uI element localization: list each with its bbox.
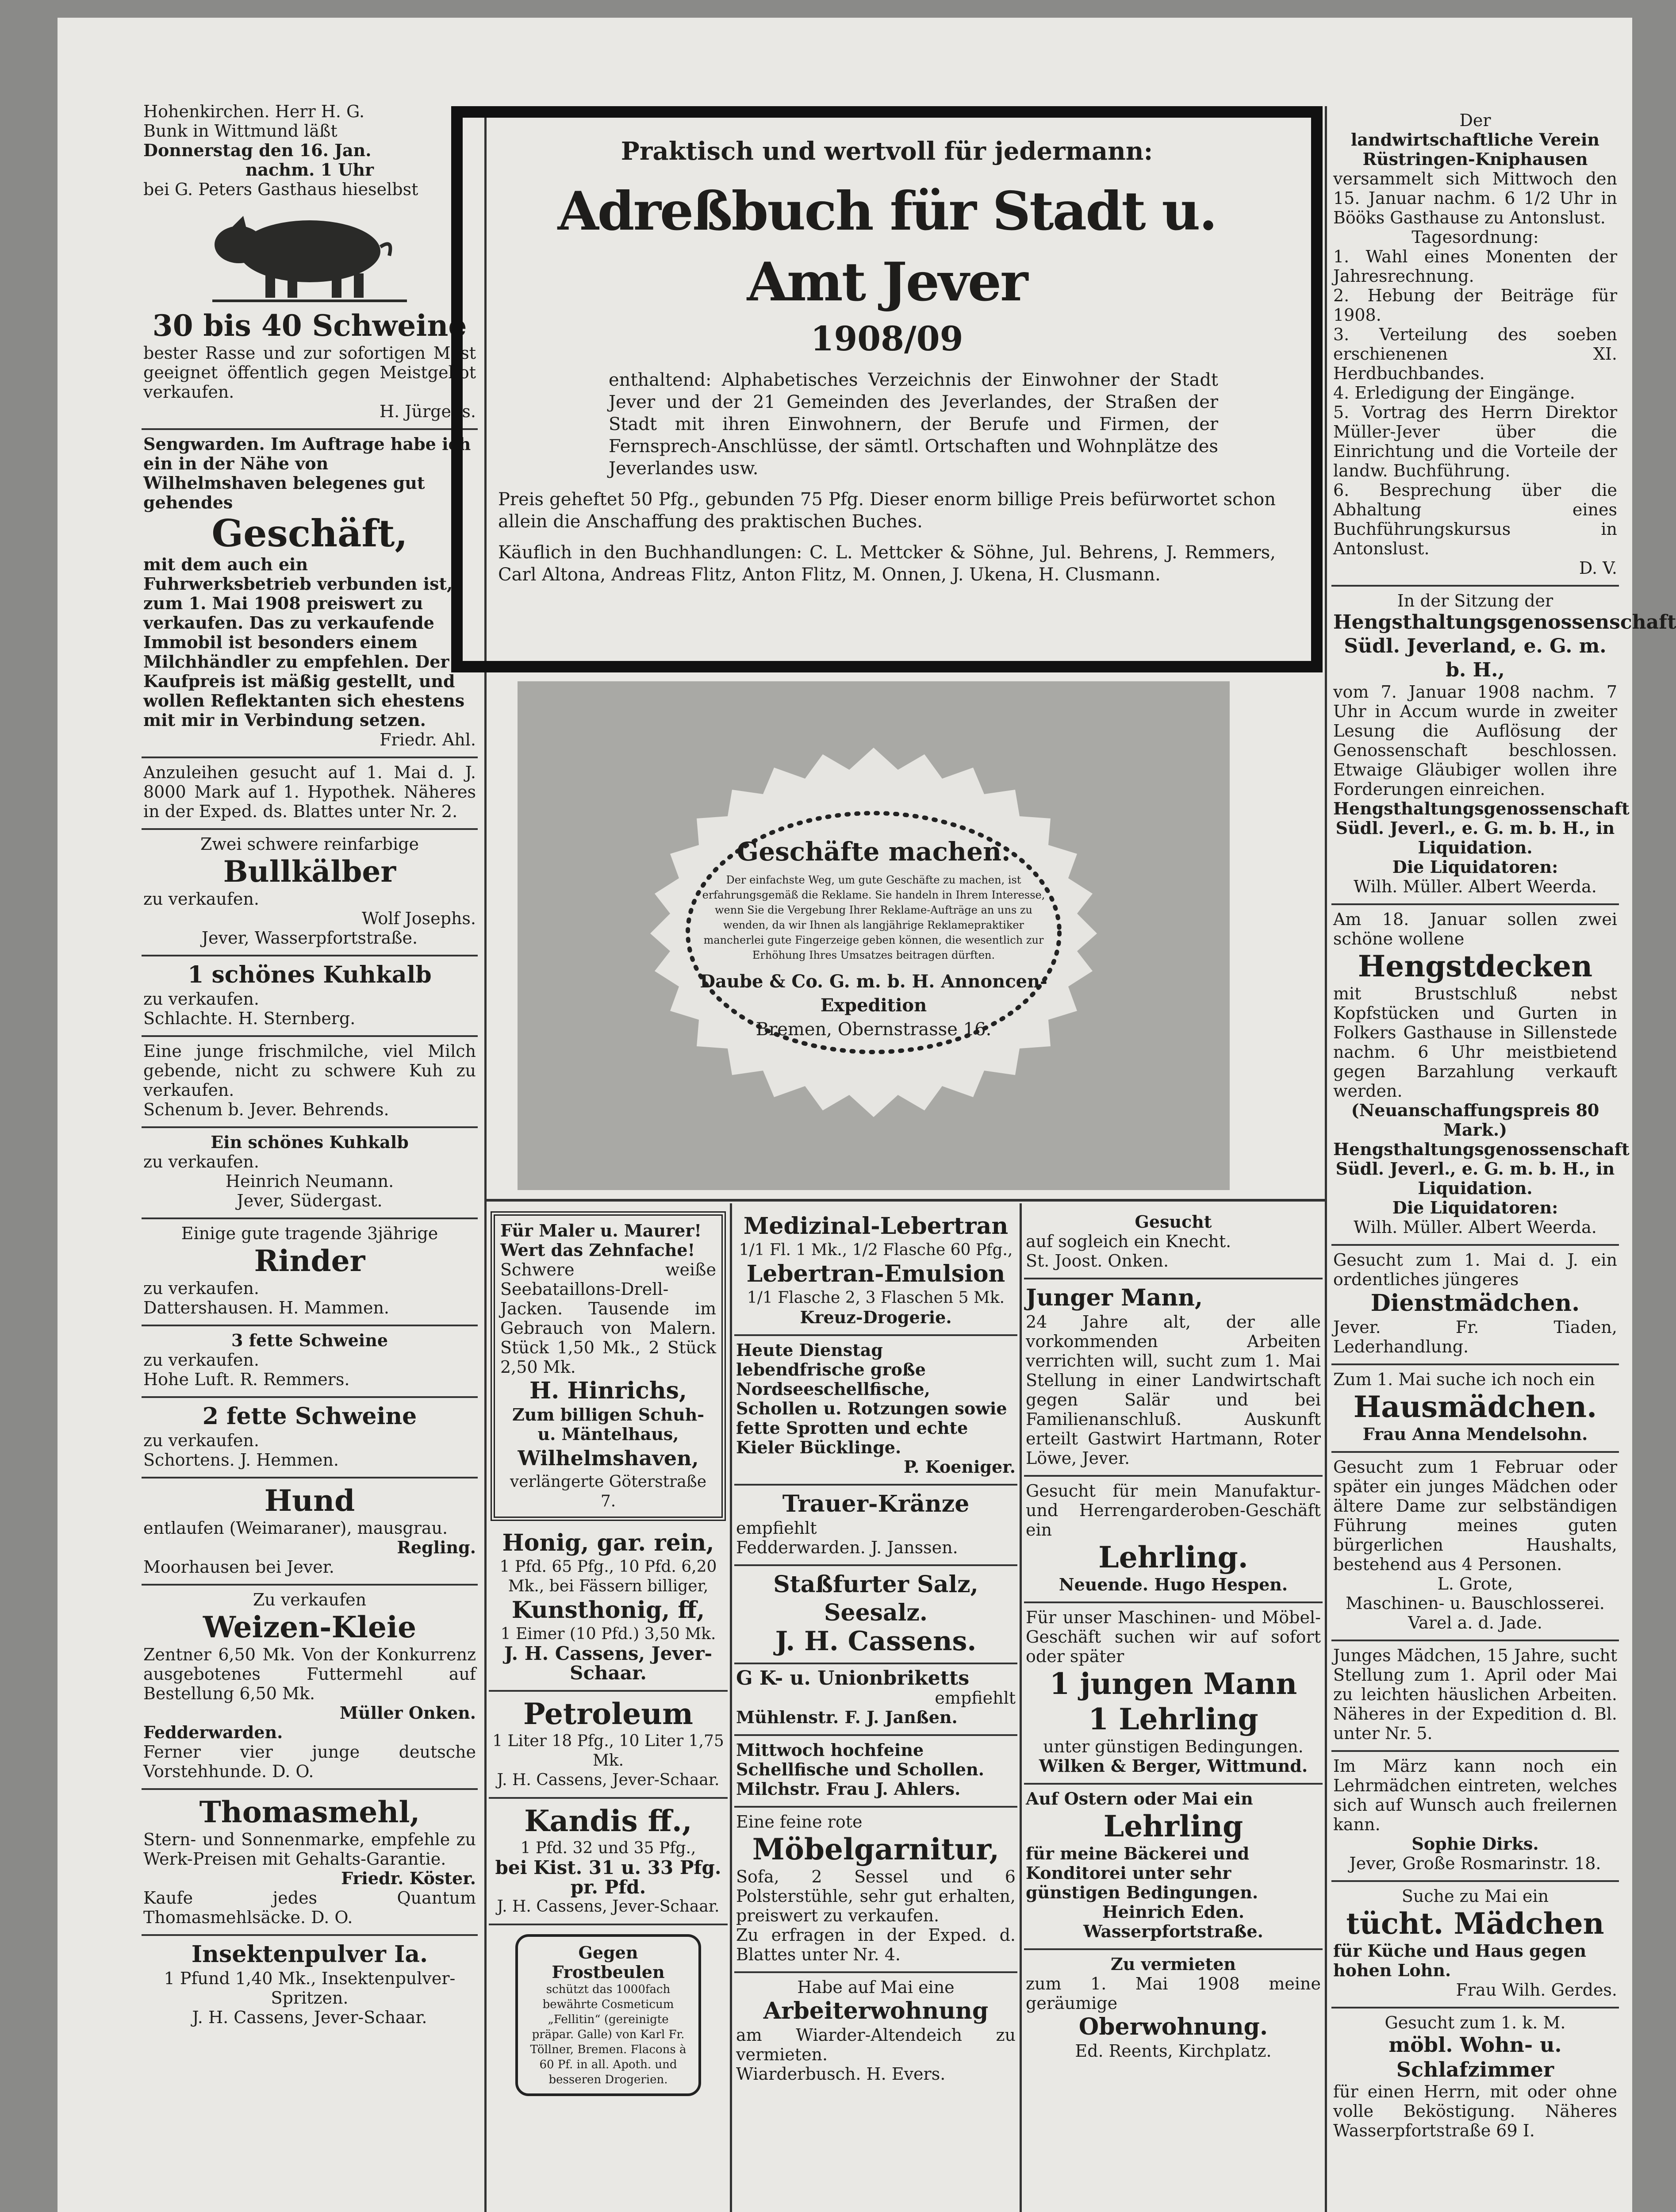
agenda-item: 1. Wahl eines Monenten der Jahresrechnung. xyxy=(1333,247,1617,286)
ad-body: zu verkaufen. xyxy=(143,1279,259,1298)
ad-address: verlängerte Göterstraße 7. xyxy=(510,1473,707,1510)
ad-headline: Arbeiterwohnung xyxy=(763,1997,989,2024)
ad-body: zu verkaufen. xyxy=(143,1431,259,1450)
mid-column-1 xyxy=(489,1208,728,2105)
ad-stallion-coop xyxy=(1331,587,1676,905)
ad-apprentice-1 xyxy=(1024,1477,1323,1603)
ad-furniture xyxy=(734,1808,1017,1973)
ad-signature: Hohe Luft. R. Remmers. xyxy=(143,1370,350,1389)
ad-line: Wert das Zehnfache! xyxy=(500,1240,695,1260)
ad-signature: Heinrich Neumann. xyxy=(225,1171,394,1191)
ad-body: 1 Eimer (10 Pfd.) 3,50 Mk. xyxy=(500,1625,716,1643)
ad-body: Suche zu Mai ein xyxy=(1401,1886,1549,1906)
ad-body: Der einfachste Weg, um gute Geschäfte zu machen, ist erfahrungsgemäß die Reklame. Sie handeln in Ihrem Interesse, wenn Sie die Vergebung Ihrer Reklame-Aufträge an uns zu wenden, da wir Ihnen als langjährige Reklamepraktiker mancherlei gute Fingerzeige geben können, die wesentlich zur Erhöhung Ihres Umsatzes beitragen dürften. xyxy=(702,874,1045,961)
ad-title: Adreßbuch für Stadt u. Amt Jever xyxy=(557,180,1216,313)
adressbuch-ad xyxy=(451,106,1323,672)
left-column xyxy=(142,97,478,2034)
ad-headline: Möbelgarnitur, xyxy=(752,1832,1000,1866)
ad-signature: Zu erfragen in der Exped. d. Blattes unter Nr. 4. xyxy=(736,1925,1016,1964)
ad-headline: 1 jungen Mann xyxy=(1049,1667,1297,1701)
ad-body: Eine feine rote xyxy=(736,1812,863,1832)
ad-kandis xyxy=(489,1799,728,1925)
ad-honey xyxy=(489,1525,728,1692)
ad-headline: Gesucht xyxy=(1135,1212,1212,1232)
ad-signature: J. H. Cassens, Jever-Schaar. xyxy=(497,1771,720,1789)
ad-furnished-room xyxy=(1331,2008,1619,2147)
ad-signature: H. Jürgens. xyxy=(379,402,476,421)
ad-signature: L. Grote, xyxy=(1437,1574,1513,1594)
ad-headline: Ein schönes Kuhkalb xyxy=(211,1132,409,1152)
ad-housemaid xyxy=(1331,1365,1619,1453)
ad-kicker: Praktisch und wertvoll für jedermann: xyxy=(621,137,1153,166)
ad-signature: Fedderwarden. J. Janssen. xyxy=(736,1538,958,1557)
ad-maid-1 xyxy=(1331,1246,1619,1365)
ad-loan xyxy=(142,758,478,830)
ad-body: Gesucht zum 1. Mai d. J. ein ordentliches jüngeres xyxy=(1333,1250,1617,1289)
ad-headline: Trauer-Kränze xyxy=(782,1490,970,1517)
ad-body: zum 1. Mai 1908 meine geräumige xyxy=(1026,1974,1321,2013)
ad-headline: Honig, gar. rein, xyxy=(502,1529,714,1556)
ad-headline: Hengstdecken xyxy=(1358,949,1593,983)
ad-address: Jever, Südergast. xyxy=(237,1191,383,1210)
ad-upper-flat xyxy=(1024,1950,1323,2068)
ad-frostbeulen xyxy=(515,1934,701,2096)
ad-headline: Rinder xyxy=(254,1244,365,1278)
ad-headline: 1 Lehrling xyxy=(1088,1702,1258,1736)
ad-description: enthaltend: Alphabetisches Verzeichnis der Einwohner der Stadt Jever und der 21 Gemeinden des Jeverlandes, der Straßen der Stadt mit ihren Einwohnern, der Berufe und Firmen, der Fernsprech-Anschlüsse, der sämtl. Ortschaften und Wohnplätze des Jeverlandes usw. xyxy=(609,370,1218,479)
ad-headline: Insektenpulver Ia. xyxy=(191,1941,428,1968)
ad-headline: 2 fette Schweine xyxy=(202,1403,417,1430)
ad-signature: Jever. Fr. Tiaden, Lederhandlung. xyxy=(1333,1317,1617,1356)
ad-lebertran xyxy=(734,1208,1017,1336)
ad-body: Sofa, 2 Sessel und 6 Polsterstühle, sehr gut erhalten, preiswert zu verkaufen. xyxy=(736,1867,1016,1925)
ad-farmhand xyxy=(1024,1208,1323,1279)
ad-signature: Wiarderbusch. H. Evers. xyxy=(736,2064,946,2084)
ad-headline: 3 fette Schweine xyxy=(231,1330,388,1350)
pig-icon xyxy=(212,203,407,304)
ad-address: Jever, Wasserpfortstraße. xyxy=(201,928,418,948)
ad-headline: Kunsthonig, ff, xyxy=(511,1597,705,1624)
ad-body: zu verkaufen. xyxy=(143,889,259,909)
ad-signature: Wilken & Berger, Wittmund. xyxy=(1039,1756,1308,1776)
ad-firm: Daube & Co. G. m. b. H. Annoncen-Expedition xyxy=(700,971,1047,1016)
ad-line: nachm. 1 Uhr xyxy=(245,160,374,180)
ad-body: 1 Pfd. 32 und 35 Pfg., xyxy=(520,1839,696,1857)
ad-cow-calf xyxy=(142,956,478,1037)
section-rule xyxy=(487,1199,1325,1202)
ad-body: zu verkaufen. xyxy=(143,1152,259,1171)
ad-body: versammelt sich Mittwoch den 15. Januar nachm. 6 1/2 Uhr in Bööks Gasthause zu Antonslust. xyxy=(1333,169,1617,227)
agenda-item: 3. Verteilung des soeben erschienenen XI. Herdbuchbandes. xyxy=(1333,325,1617,383)
ad-signature: Frau Anna Mendelsohn. xyxy=(1362,1424,1588,1444)
ad-body: auf sogleich ein Knecht. xyxy=(1026,1232,1231,1251)
right-column xyxy=(1331,106,1676,2147)
ad-line: Hohenkirchen. Herr H. G. xyxy=(143,102,365,121)
ad-body: empfiehlt xyxy=(935,1688,1016,1708)
ad-farm-association xyxy=(1331,106,1619,587)
ad-milk-cow xyxy=(142,1037,478,1128)
ad-headline: Zu vermieten xyxy=(1110,1954,1236,1974)
ad-signature: J. H. Cassens, Jever-Schaar. xyxy=(504,1643,713,1684)
ad-girl-position xyxy=(1331,1641,1619,1752)
ad-signature: Friedr. Köster. xyxy=(341,1868,476,1888)
ad-body: 1/1 Fl. 1 Mk., 1/2 Flasche 60 Pfg., xyxy=(739,1241,1013,1259)
ad-sub: Hengsthaltungsgenossenschaft Südl. Jeverl., e. G. m. b. H., in Liquidation. xyxy=(1333,1139,1630,1198)
ad-body: entlaufen (Weimaraner), mausgrau. xyxy=(143,1518,448,1538)
ad-address: Maschinen- u. Bauschlosserei. Varel a. d. Jade. xyxy=(1346,1594,1605,1632)
ad-headline: Thomasmehl, xyxy=(199,1795,420,1829)
ad-price: (Neuanschaffungspreis 80 Mark.) xyxy=(1351,1100,1599,1140)
ad-line: Für Maler u. Maurer! xyxy=(500,1221,702,1240)
ad-body: Auf Ostern oder Mai ein xyxy=(1026,1789,1253,1809)
ad-headline: Weizen-Kleie xyxy=(203,1610,417,1644)
ad-line: Der xyxy=(1459,111,1491,130)
ad-headline: Oberwohnung. xyxy=(1078,2013,1268,2040)
ad-headline: Geschäft, xyxy=(211,511,408,555)
ad-petroleum xyxy=(489,1692,728,1799)
ad-headline: Dienstmädchen. xyxy=(1370,1290,1580,1317)
ad-headline: Lebertran-Emulsion xyxy=(746,1260,1005,1287)
ad-body: schützt das 1000fach bewährte Cosmeticum „Fellitin“ (gereinigte präpar. Galle) von Karl Fr. Töllner, Bremen. Flacons à 60 Pf. in all. Apoth. und besseren Drogerien. xyxy=(530,1983,687,2086)
ad-signature: Wolf Josephs. xyxy=(361,909,476,928)
ad-signature: Frau Wilh. Gerdes. xyxy=(1456,1980,1617,2000)
ad-headline: H. Hinrichs, xyxy=(529,1377,687,1404)
ad-body: Gesucht für mein Manufaktur- und Herrengarderoben-Geschäft ein xyxy=(1026,1481,1321,1540)
ad-signature: Dattershausen. H. Mammen. xyxy=(143,1298,390,1317)
ad-line: Donnerstag den 16. Jan. xyxy=(143,140,372,160)
ad-headline: Hausmädchen. xyxy=(1353,1390,1597,1424)
ad-body: Zum 1. Mai suche ich noch ein xyxy=(1333,1370,1595,1389)
ad-year: 1908/09 xyxy=(810,319,963,358)
ad-worker-flat xyxy=(734,1973,1017,2091)
ad-wheat-bran xyxy=(142,1586,478,1790)
ad-body: Gesucht zum 1. k. M. xyxy=(1385,2013,1566,2032)
ad-signature: Regling. xyxy=(397,1537,476,1557)
ad-headline: Gegen Frostbeulen xyxy=(552,1943,665,1982)
ad-body: für einen Herrn, mit oder ohne volle Beköstigung. Näheres Wasserpfortstraße 69 I. xyxy=(1333,2082,1617,2140)
ad-signature: St. Joost. Onken. xyxy=(1026,1251,1169,1271)
ad-address: Moorhausen bei Jever. xyxy=(143,1557,334,1577)
image-ad-text xyxy=(694,836,1053,1041)
ad-signature: D. V. xyxy=(1579,558,1617,578)
ad-headline: Bullkälber xyxy=(223,854,396,889)
ad-young-girl xyxy=(1331,1453,1619,1641)
ad-price: Preis geheftet 50 Pfg., gebunden 75 Pfg. Dieser enorm billige Preis befürwortet schon allein die Anschaffung des praktischen Buches. xyxy=(498,489,1276,532)
ad-body: zu verkaufen. xyxy=(143,989,259,1009)
ad-body: 1 Liter 18 Pfg., 10 Liter 1,75 Mk. xyxy=(492,1732,724,1770)
ad-body: Heute Dienstag lebendfrische große Nordseeschellfische, Schollen u. Rotzungen sowie fette Sprotten und echte Kieler Bücklinge. xyxy=(736,1340,1007,1457)
ad-headline: G K- u. Unionbriketts xyxy=(736,1667,970,1690)
ad-body: Sengwarden. Im Auftrage habe ich ein in der Nähe von Wilhelmshaven belegenes gut gehendes xyxy=(143,434,471,512)
ad-young-man xyxy=(1024,1279,1323,1477)
ad-body: Einige gute tragende 3jährige xyxy=(181,1224,438,1243)
ad-body: Ferner vier junge deutsche Vorstehhunde. D. O. xyxy=(143,1742,476,1781)
ad-body: Gesucht zum 1 Februar oder später ein junges Mädchen oder ältere Dame zur selbständigen Führung meines guten bürgerlichen Haushalts, bestehend aus 4 Personen. xyxy=(1333,1457,1617,1574)
ad-body: 1 Pfd. 65 Pfg., 10 Pfd. 6,20 Mk., bei Fässern billiger, xyxy=(499,1558,717,1595)
column-rule xyxy=(1325,106,1327,2212)
ad-body: Anzuleihen gesucht auf 1. Mai d. J. 8000 Mark auf 1. Hypothek. Näheres in der Exped. ds. Blattes unter Nr. 2. xyxy=(143,763,476,821)
ad-address: Bremen, Obernstrasse 16. xyxy=(756,1019,992,1040)
column-rule xyxy=(730,1203,732,2212)
ad-headline: tücht. Mädchen xyxy=(1346,1906,1604,1941)
ad-signature: Schlachte. H. Sternberg. xyxy=(143,1009,356,1028)
ad-headline: Hund xyxy=(264,1483,355,1518)
ad-thomas-meal xyxy=(142,1790,478,1936)
ad-business-sale xyxy=(142,430,478,758)
ad-body: vom 7. Januar 1908 nachm. 7 Uhr in Accum wurde in zweiter Lesung die Auflösung der Genossenschaft beschlossen. Etwaige Gläubiger wollen ihre Forderungen einreichen. xyxy=(1333,682,1617,799)
ad-bakery-apprentice xyxy=(1024,1785,1323,1950)
ad-body: zu verkaufen. xyxy=(143,1350,259,1370)
ad-wreaths xyxy=(734,1486,1017,1566)
ad-signature: Milchstr. Frau J. Ahlers. xyxy=(736,1779,961,1799)
ad-title: Geschäfte machen. xyxy=(736,837,1011,867)
ad-lost-dog xyxy=(142,1479,478,1586)
ad-body: für meine Bäckerei und Konditorei unter sehr günstigen Bedingungen. xyxy=(1026,1843,1258,1902)
ad-body: 1/1 Flasche 2, 3 Flaschen 5 Mk. xyxy=(747,1289,1005,1307)
ad-signature: Schortens. J. Hemmen. xyxy=(143,1450,339,1470)
agenda-item: 5. Vortrag des Herrn Direktor Müller-Jever über die Einrichtung und die Vorteile der landw. Buchführung. xyxy=(1333,403,1617,480)
ad-line: Bunk in Wittmund läßt xyxy=(143,121,338,141)
agenda-item: 4. Erledigung der Eingänge. xyxy=(1333,383,1575,403)
ad-signature: Ed. Reents, Kirchplatz. xyxy=(1075,2041,1272,2061)
ad-body: Zentner 6,50 Mk. Von der Konkurrenz ausgebotenes Futtermehl auf Bestellung 6,50 Mk. xyxy=(143,1645,476,1703)
ad-signature: Sophie Dirks. xyxy=(1411,1834,1539,1854)
ad-briketts xyxy=(734,1664,1017,1736)
agenda-item: 2. Hebung der Beiträge für 1908. xyxy=(1333,286,1617,325)
ad-sig-head: Die Liquidatoren: xyxy=(1392,857,1558,877)
ad-body: Zu verkaufen xyxy=(253,1590,367,1609)
ad-sub: Zum billigen Schuh- u. Mäntelhaus, xyxy=(512,1405,704,1444)
ad-body: 1 Pfund 1,40 Mk., Insektenpulver-Spritzen. xyxy=(164,1969,456,2008)
ad-headline: 1 schönes Kuhkalb xyxy=(188,961,432,988)
ad-address: Fedderwarden. xyxy=(143,1722,283,1742)
ad-line: Rüstringen-Kniphausen xyxy=(1362,149,1588,169)
ad-body: unter günstigen Bedingungen. xyxy=(1043,1737,1304,1756)
mid-column-3 xyxy=(1024,1208,1323,2068)
ad-signature: Neuende. Hugo Hespen. xyxy=(1059,1575,1288,1594)
ad-body: Stern- und Sonnenmarke, empfehle zu Werk-Preisen mit Gehalts-Garantie. xyxy=(143,1830,476,1869)
ad-signature: Friedr. Ahl. xyxy=(380,730,476,749)
ad-fish xyxy=(734,1336,1017,1486)
column-rule xyxy=(1020,1203,1022,2212)
ad-body: mit dem auch ein Fuhrwerksbetrieb verbunden ist, zum 1. Mai 1908 preiswert zu verkaufen. Das zu verkaufende Immobil ist besonders einem Milchhändler zu empfehlen. Der Kaufpreis ist mäßig gestellt, und wollen Reflektanten sich ehestens mit mir in Verbindung setzen. xyxy=(143,554,465,730)
agenda-item: 6. Besprechung über die Abhaltung eines Buchführungskursus in Antonslust. xyxy=(1333,480,1617,558)
ad-sub: Hengsthaltungsgenossenschaft Südl. Jeverl., e. G. m. b. H., in Liquidation. xyxy=(1333,799,1630,857)
ad-line: bei G. Peters Gasthaus hieselbst xyxy=(143,180,418,199)
ad-capable-girl xyxy=(1331,1882,1619,2008)
ad-sellers: Käuflich in den Buchhandlungen: C. L. Mettcker & Söhne, Jul. Behrens, J. Remmers, Carl Altona, Andreas Flitz, Anton Flitz, M. Onnen, J. Ukena, H. Clusmann. xyxy=(498,542,1276,585)
ad-body: 24 Jahre alt, der alle vorkommenden Arbeiten verrichten will, sucht zum 1. Mai Stellung in einer Landwirtschaft gegen Salär und bei Familienanschluß. Auskunft erteilt Gastwirt Hartmann, Roter Löwe, Jever. xyxy=(1026,1312,1321,1468)
ad-headline: Hengsthaltungsgenossenschaft Südl. Jeverland, e. G. m. b. H., xyxy=(1333,611,1676,681)
ad-signature: Mühlenstr. F. J. Janßen. xyxy=(736,1707,958,1727)
ad-hinrichs xyxy=(491,1211,726,1521)
ad-body: Mittwoch hochfeine Schellfische und Schollen. xyxy=(736,1740,984,1779)
ad-body: empfiehlt xyxy=(736,1518,817,1538)
ad-pigs-2 xyxy=(142,1398,478,1479)
ad-headline: 30 bis 40 Schweine xyxy=(152,308,467,343)
ad-salt xyxy=(734,1566,1017,1664)
ad-body: Im März kann noch ein Lehrmädchen eintreten, welches sich auf Wunsch auch freilernen kann. xyxy=(1333,1756,1617,1834)
ad-headline: Lehrling. xyxy=(1098,1540,1248,1575)
ad-body: am Wiarder-Altendeich zu vermieten. xyxy=(736,2025,1016,2064)
ad-signature: J. H. Cassens, Jever-Schaar. xyxy=(497,1897,720,1916)
ad-body: Schwere weiße Seebataillons-Drell-Jacken. Tausende im Gebrauch von Malern. Stück 1,50 Mk., 2 Stück 2,50 Mk. xyxy=(500,1260,716,1377)
ad-sig-head: Die Liquidatoren: xyxy=(1392,1198,1558,1217)
ad-sub: Tagesordnung: xyxy=(1411,227,1539,247)
ad-body: Kaufe jedes Quantum Thomasmehlsäcke. D. O. xyxy=(143,1888,476,1927)
ad-body: Habe auf Mai eine xyxy=(797,1978,955,1997)
ad-headline: möbl. Wohn- u. Schlafzimmer xyxy=(1388,2033,1562,2081)
ad-headline: Medizinal-Lebertran xyxy=(743,1213,1009,1240)
ad-body: für Küche und Haus gegen hohen Lohn. xyxy=(1333,1941,1587,1980)
ad-headline: Lehrling xyxy=(1103,1809,1243,1843)
ad-signature: Heinrich Eden. xyxy=(1102,1902,1245,1922)
ad-signature: Schenum b. Jever. Behrends. xyxy=(143,1100,389,1119)
newspaper-page xyxy=(58,18,1676,2212)
ad-pig-auction xyxy=(142,97,478,430)
ad-body: Zwei schwere reinfarbige xyxy=(200,834,419,854)
ad-schellfische xyxy=(734,1736,1017,1808)
ad-stallion-blankets xyxy=(1331,905,1630,1246)
ad-signature: Müller Onken. xyxy=(339,1703,476,1723)
ad-body: Für unser Maschinen- und Möbel-Geschäft suchen wir auf sofort oder später xyxy=(1026,1608,1321,1666)
ad-signature: Wilh. Müller. Albert Weerda. xyxy=(1354,1217,1597,1237)
ad-calf-2 xyxy=(142,1128,478,1219)
ad-address: Wasserpfortstraße. xyxy=(1083,1921,1263,1941)
ad-body: Junges Mädchen, 15 Jahre, sucht Stellung zum 1. April oder Mai zu leichten häuslichen Arbeiten. Näheres in der Expedition d. Bl. unter Nr. 5. xyxy=(1333,1646,1617,1743)
mid-column-2 xyxy=(734,1208,1017,2091)
ad-bull-calves xyxy=(142,830,478,956)
ad-signature: P. Koeniger. xyxy=(903,1457,1016,1477)
ad-insect-powder xyxy=(142,1936,478,2034)
ad-body: Eine junge frischmilche, viel Milch gebende, nicht zu schwere Kuh zu verkaufen. xyxy=(143,1041,476,1100)
ad-address: Jever, Große Rosmarinstr. 18. xyxy=(1349,1854,1601,1873)
ad-cattle xyxy=(142,1219,478,1326)
ad-line: landwirtschaftliche Verein xyxy=(1350,130,1600,150)
ad-pigs-3 xyxy=(142,1326,478,1398)
ad-body: In der Sitzung der xyxy=(1397,591,1553,611)
ad-body: Am 18. Januar sollen zwei schöne wollene xyxy=(1333,910,1617,949)
ad-apprentice-girl xyxy=(1331,1752,1619,1882)
ad-headline: Kandis ff., xyxy=(524,1804,692,1838)
ad-signature: Wilh. Müller. Albert Weerda. xyxy=(1354,877,1597,896)
ad-body: mit Brustschluß nebst Kopfstücken und Gurten in Folkers Gasthause in Sillenstede nachm. 6 Uhr meistbietend gegen Barzahlung verkauft werden. xyxy=(1333,984,1617,1101)
ad-headline: bei Kist. 31 u. 33 Pfg. pr. Pfd. xyxy=(495,1857,721,1898)
ad-headline: Junger Mann, xyxy=(1026,1284,1203,1311)
reklame-image-ad xyxy=(518,681,1230,1190)
ad-signature: J. H. Cassens, Jever-Schaar. xyxy=(192,2008,427,2027)
ad-city: Wilhelmshaven, xyxy=(518,1446,699,1470)
ad-signature: Kreuz-Drogerie. xyxy=(800,1307,952,1327)
ad-machine-shop xyxy=(1024,1603,1323,1785)
ad-headline: Staßfurter Salz, Seesalz. xyxy=(773,1571,978,1626)
ad-headline: Petroleum xyxy=(523,1697,693,1731)
ad-signature: J. H. Cassens. xyxy=(775,1626,977,1657)
ad-body: bester Rasse und zur sofortigen Mast geeignet öffentlich gegen Meistgebot verkaufen. xyxy=(143,343,476,402)
